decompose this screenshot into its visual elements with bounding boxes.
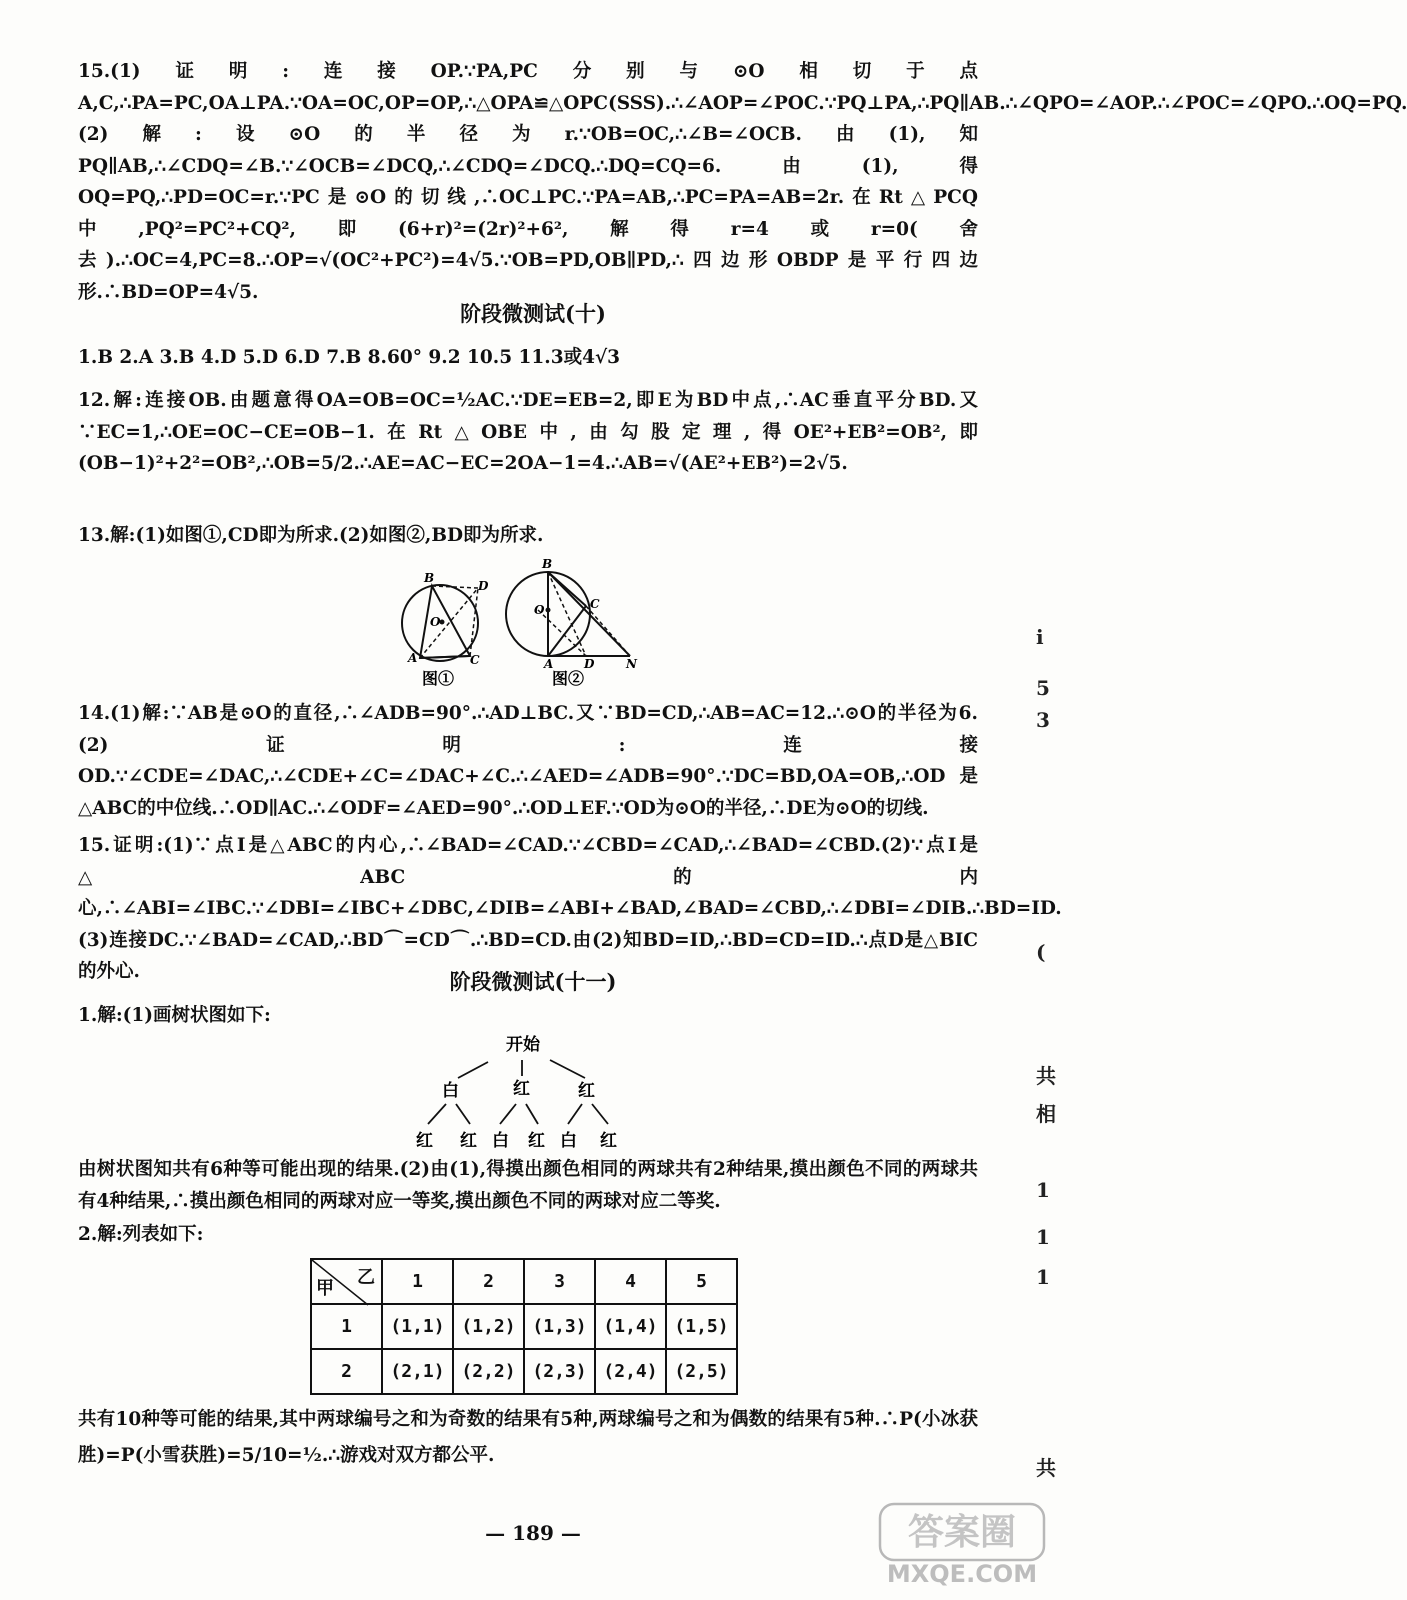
site-watermark-logo (872, 1494, 1052, 1598)
outcome-table (310, 1258, 738, 1395)
fig1-label-b: B (424, 571, 435, 585)
fig2-label-o: O (534, 603, 545, 617)
edge-fragment: 共 (1036, 1456, 1056, 1480)
table-cell: (2,1) (382, 1349, 453, 1394)
table-cell: (1,2) (453, 1304, 524, 1349)
tree-level2-node: 白 (492, 1131, 509, 1151)
solution-13: 13.解:(1)如图①,CD即为所求.(2)如图②,BD即为所求. (78, 525, 544, 546)
table-row (311, 1304, 737, 1349)
table-cell: (1,1) (382, 1304, 453, 1349)
tree-level2-node: 白 (560, 1131, 577, 1151)
fig2-label-d: D (584, 657, 595, 671)
table-header-row (311, 1259, 737, 1304)
table-corner-cell (311, 1259, 382, 1304)
fig1-caption: 图① (422, 669, 455, 688)
table-corner-bottom: 甲 (316, 1278, 334, 1299)
table-cell: (1,3) (524, 1304, 595, 1349)
circle-figures (398, 558, 658, 693)
table-cell: (1,5) (666, 1304, 737, 1349)
fig1-label-o: O (430, 615, 441, 629)
tree-level1-node: 白 (442, 1081, 459, 1101)
edge-fragment: ( (1036, 940, 1046, 964)
tree-level2-node: 红 (416, 1131, 433, 1151)
edge-fragment: 1 (1036, 1265, 1050, 1289)
fig2-label-c: C (590, 597, 600, 611)
fig2-label-a: A (544, 657, 554, 671)
edge-fragment: 1 (1036, 1225, 1050, 1249)
edge-fragment: 1 (1036, 1178, 1050, 1202)
edge-fragment: 5 (1036, 676, 1050, 700)
fig1-label-a: A (408, 651, 418, 665)
table-cell: (2,3) (524, 1349, 595, 1394)
table-header-cell: 1 (382, 1259, 453, 1304)
table-header-cell: 4 (595, 1259, 666, 1304)
fig2-label-n: N (626, 657, 637, 671)
problem-1-conclusion: 由树状图知共有6种等可能出现的结果.(2)由(1),得摸出颜色相同的两球共有2种结果,摸出颜色不同的两球共有4种结果,∴摸出颜色相同的两球对应一等奖,摸出颜色不同的两球对应二等奖. (78, 1159, 978, 1212)
figure-2 (506, 557, 638, 688)
table-row-label: 2 (311, 1349, 382, 1394)
problem-1-intro: 1.解:(1)画树状图如下: (78, 1005, 271, 1026)
table-row (311, 1349, 737, 1394)
problem-2-intro: 2.解:列表如下: (78, 1224, 204, 1245)
choice-answers-10: 1.B 2.A 3.B 4.D 5.D 6.D 7.B 8.60° 9.2 10.5 11.3或4√3 (78, 347, 621, 368)
tree-level2-node: 红 (460, 1131, 477, 1151)
solution-12: 12.解:连接OB.由题意得OA=OB=OC=½AC.∵DE=EB=2,即E为BD中点,∴AC垂直平分BD.又∵EC=1,∴OE=OC−CE=OB−1.在Rt△OBE中,由勾股定理,得OE²+EB²=OB²,即(OB−1)²+2²=OB²,∴OB=5/2.∴AE=AC−EC=2OA−1=4.∴AB=√(AE²+EB²)=2√5. (78, 390, 978, 474)
geometry-diagrams (398, 558, 658, 693)
edge-fragment: 共 (1036, 1064, 1056, 1088)
figure-1 (402, 571, 489, 688)
table-cell: (2,2) (453, 1349, 524, 1394)
tree-level2-node: 红 (600, 1131, 617, 1151)
solution-14: 14.(1)解:∵AB是⊙O的直径,∴∠ADB=90°.∴AD⊥BC.又∵BD=CD,∴AB=AC=12.∴⊙O的半径为6.(2)证明:连接OD.∵∠CDE=∠DAC,∴∠CDE+∠C=∠DAC+∠C.∴∠AED=∠ADB=90°.∵DC=BD,OA=OB,∴OD是△ABC的中位线.∴OD∥AC.∴∠ODF=∠AED=90°.∴OD⊥EF.∵OD为⊙O的半径,∴DE为⊙O的切线. (78, 703, 978, 819)
table-cell: (2,4) (595, 1349, 666, 1394)
solution-15-previous: 15.(1)证明:连接OP.∵PA,PC分别与⊙O相切于点A,C,∴PA=PC,OA⊥PA.∵OA=OC,OP=OP,∴△OPA≌△OPC(SSS).∴∠AOP=∠POC.∵PQ⊥PA,∴PQ∥AB.∴∠QPO=∠AOP.∴∠POC=∠QPO.∴OQ=PQ.(2)解:设⊙O的半径为r.∵OB=OC,∴∠B=∠OCB.由(1),知PQ∥AB,∴∠CDQ=∠B.∵∠OCB=∠DCQ,∴∠CDQ=∠DCQ.∴DQ=CQ=6.由(1),得OQ=PQ,∴PD=OC=r.∵PC是⊙O的切线,∴OC⊥PC.∵PA=AB,∴PC=PA=AB=2r.在Rt△PCQ中,PQ²=PC²+CQ²,即(6+r)²=(2r)²+6²,解得r=4或r=0(舍去).∴OC=4,PC=8.∴OP=√(OC²+PC²)=4√5.∵OB=PD,OB∥PD,∴四边形OBDP是平行四边形.∴BD=OP=4√5. (78, 61, 1407, 303)
fig1-label-c: C (470, 653, 480, 667)
fig2-label-b: B (542, 557, 553, 571)
table-corner-top: 乙 (357, 1267, 375, 1288)
table-header-cell: 3 (524, 1259, 595, 1304)
tree-diagram (410, 1030, 640, 1155)
tree-root: 开始 (506, 1035, 540, 1055)
watermark-title: 答案圈 (907, 1512, 1017, 1553)
table-header-cell: 2 (453, 1259, 524, 1304)
edge-fragment: 相 (1036, 1102, 1056, 1126)
problem-2-conclusion: 共有10种等可能的结果,其中两球编号之和为奇数的结果有5种,两球编号之和为偶数的结果有5种.∴P(小冰获胜)=P(小雪获胜)=5/10=½.∴游戏对双方都公平. (78, 1409, 978, 1466)
section-heading-10: 阶段微测试(十) (460, 301, 606, 326)
fig2-caption: 图② (552, 669, 585, 688)
tree-level1-node: 红 (513, 1079, 530, 1099)
table-cell: (2,5) (666, 1349, 737, 1394)
edge-fragment: 3 (1036, 708, 1050, 732)
tree-level2-node: 红 (528, 1131, 545, 1151)
table-header-cell: 5 (666, 1259, 737, 1304)
section-heading-11: 阶段微测试(十一) (449, 969, 617, 994)
solution-15: 15.证明:(1)∵点I是△ABC的内心,∴∠BAD=∠CAD.∵∠CBD=∠CAD,∴∠BAD=∠CBD.(2)∵点I是△ABC的内心,∴∠ABI=∠IBC.∵∠DBI=∠IBC+∠DBC,∠DIB=∠ABI+∠BAD,∠BAD=∠CBD,∴∠DBI=∠DIB.∴BD=ID.(3)连接DC.∵∠BAD=∠CAD,∴BD⌒=CD⌒.∴BD=CD.由(2)知BD=ID,∴BD=CD=ID.∴点D是△BIC的外心. (78, 835, 1062, 982)
fig1-label-d: D (478, 579, 489, 593)
edge-fragment: i (1036, 625, 1044, 649)
table-row-label: 1 (311, 1304, 382, 1349)
watermark-url: MXQE.COM (886, 1560, 1038, 1588)
tree-level1-node: 红 (578, 1081, 595, 1101)
page-number: — 189 — (485, 1521, 581, 1545)
table-cell: (1,4) (595, 1304, 666, 1349)
